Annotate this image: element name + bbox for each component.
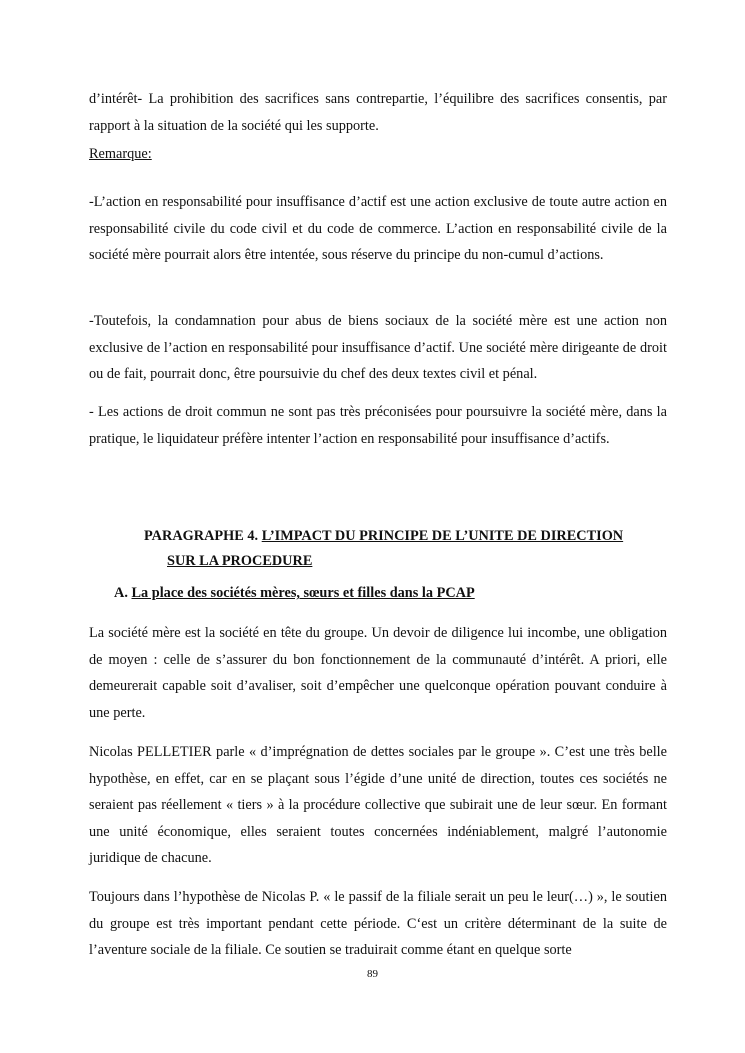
paragraph-remark-1: -L’action en responsabilité pour insuffisance d’actif est une action exclusive de toute autre action en responsabilité civile du code civil et du code de commerce. L’action en responsabilité civile de la société mère pourrait alors être intentée, sous réserve du principe du non-cumul d’actions. [89, 194, 667, 263]
remark-label: Remarque: [89, 146, 152, 162]
paragraph-pelletier: Nicolas PELLETIER parle « d’imprégnation de dettes sociales par le groupe ». C’est une très belle hypothèse, en effet, car en se plaçant sous l’égide d’une unité de direction, toutes ces sociétés ne seraient pas réellement « tiers » à la procédure collective que subirait une de leur sœur. En formant une unité économique, elles seraient toutes concernées indéniablement, malgré l’autonomie juridique de chacune. [89, 744, 667, 866]
section-heading [144, 524, 667, 574]
subsection-heading-title: La place des sociétés mères, sœurs et filles dans la PCAP [131, 585, 475, 601]
page-number: 89 [367, 968, 378, 980]
subsection-heading-prefix: A. [114, 585, 132, 601]
paragraph-hypothesis: Toujours dans l’hypothèse de Nicolas P. « le passif de la filiale serait un peu le leur(…) », le soutien du groupe est très important pendant cette période. C‘est un critère déterminant de la suite de l’aventure sociale de la filiale. Ce soutien se traduirait comme étant en quelque sorte [89, 889, 667, 958]
section-heading-prefix: PARAGRAPHE 4. [144, 528, 262, 544]
section-heading-title-line2: SUR LA PROCEDURE [167, 553, 313, 569]
paragraph-intro-continuation: d’intérêt- La prohibition des sacrifices sans contrepartie, l’équilibre des sacrifices consentis, par rapport à la situation de la société qui les supporte. [89, 91, 667, 134]
paragraph-remark-3: - Les actions de droit commun ne sont pas très préconisées pour poursuivre la société mère, dans la pratique, le liquidateur préfère intenter l’action en responsabilité pour insuffisance d’actifs. [89, 404, 667, 447]
paragraph-parent-company: La société mère est la société en tête du groupe. Un devoir de diligence lui incombe, une obligation de moyen : celle de s’assurer du bon fonctionnement de la communauté d’intérêt. A priori, elle demeurerait capable soit d’avaliser, soit d’empêcher une quelconque opération pouvant conduire à une perte. [89, 625, 667, 721]
subsection-heading [114, 580, 475, 606]
section-heading-title-line1: L’IMPACT DU PRINCIPE DE L’UNITE DE DIRECTION [261, 528, 624, 544]
paragraph-remark-2: -Toutefois, la condamnation pour abus de biens sociaux de la société mère est une action non exclusive de l’action en responsabilité pour insuffisance d’actif. Une société mère dirigeante de droit ou de fait, pourrait donc, être poursuivie du chef des deux textes civil et pénal. [89, 313, 667, 382]
